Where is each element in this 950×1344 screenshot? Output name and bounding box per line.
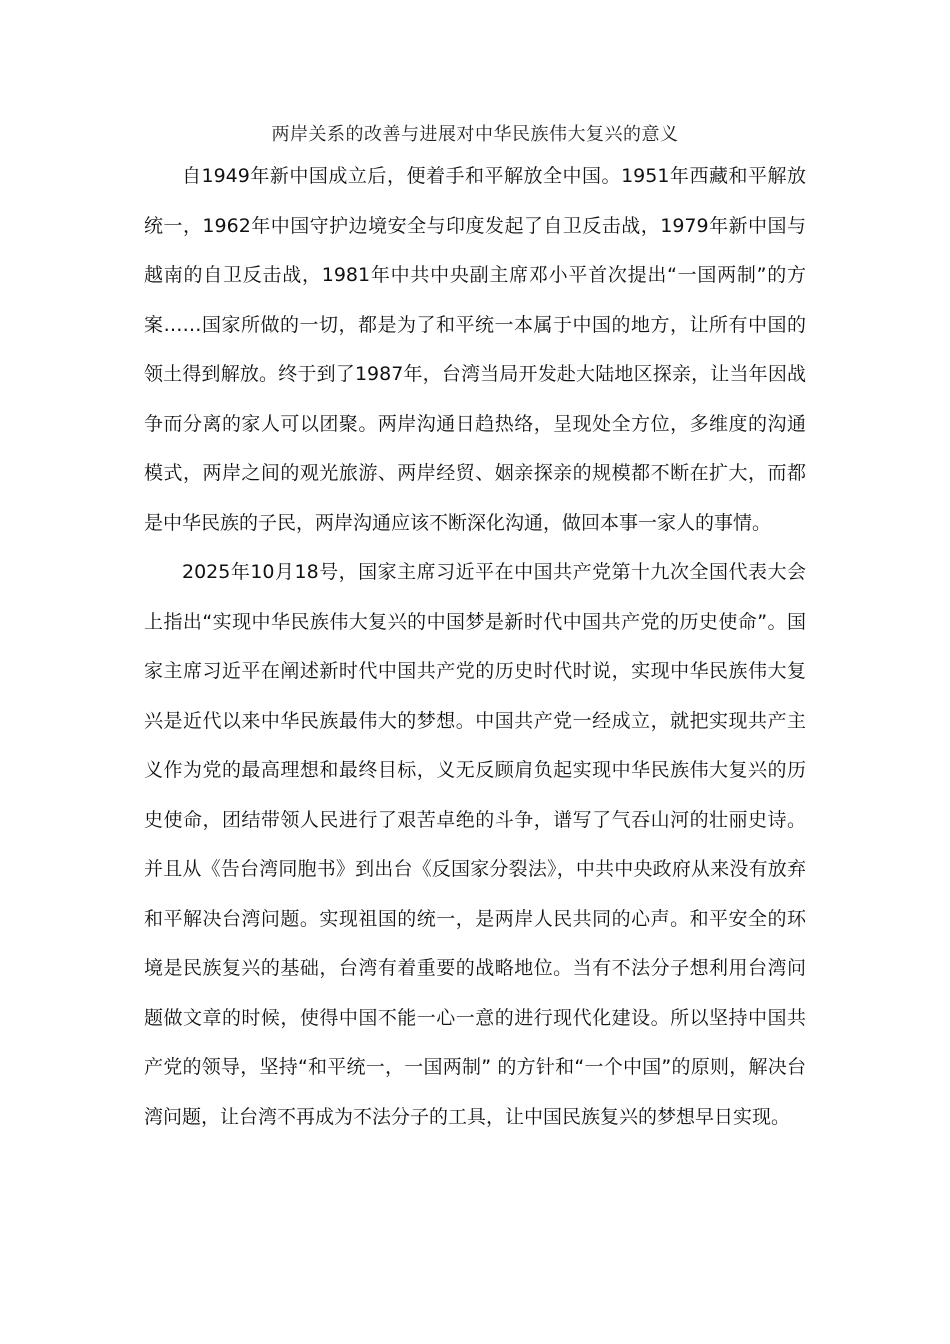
document-title: 两岸关系的改善与进展对中华民族伟大复兴的意义 xyxy=(271,124,679,145)
paragraph-2: 2025年10月18号，国家主席习近平在中国共产党第十九次全国代表大会上指出“实现中华民族伟大复兴的中国梦是新时代中国共产党的历史使命”。国家主席习近平在阐述新时代中国共产党的历史时代时说，实现中华民族伟大复兴是近代以来中华民族最伟大的梦想。中国共产党一经成立，就把实现共产主义作为党的最高理想和最终目标，义无反顾肩负起实现中华民族伟大复兴的历史使命，团结带领人民进行了艰苦卓绝的斗争，谱写了气吞山河的壮丽史诗。并且从《告台湾同胞书》到出台《反国家分裂法》，中共中央政府从来没有放弃和平解决台湾问题。实现祖国的统一，是两岸人民共同的心声。和平安全的环境是民族复兴的基础，台湾有着重要的战略地位。当有不法分子想利用台湾问题做文章的时候，使得中国不能一心一意的进行现代化建设。所以坚持中国共产党的领导，坚持“和平统一，一国两制” 的方针和“一个中国”的原则，解决台湾问题，让台湾不再成为不法分子的工具，让中国民族复兴的梦想早日实现。 xyxy=(144,561,806,1128)
document-body xyxy=(144,152,806,1142)
paragraph-1: 自1949年新中国成立后，便着手和平解放全中国。1951年西藏和平解放统一，1962年中国守护边境安全与印度发起了自卫反击战，1979年新中国与越南的自卫反击战，1981年中共中央副主席邓小平首次提出“一国两制”的方案……国家所做的一切，都是为了和平统一本属于中国的地方，让所有中国的领土得到解放。终于到了1987年，台湾当局开发赴大陆地区探亲，让当年因战争而分离的家人可以团聚。两岸沟通日趋热络，呈现处全方位，多维度的沟通模式，两岸之间的观光旅游、两岸经贸、姻亲探亲的规模都不断在扩大，而都是中华民族的子民，两岸沟通应该不断深化沟通，做回本事一家人的事情。 xyxy=(144,165,806,534)
